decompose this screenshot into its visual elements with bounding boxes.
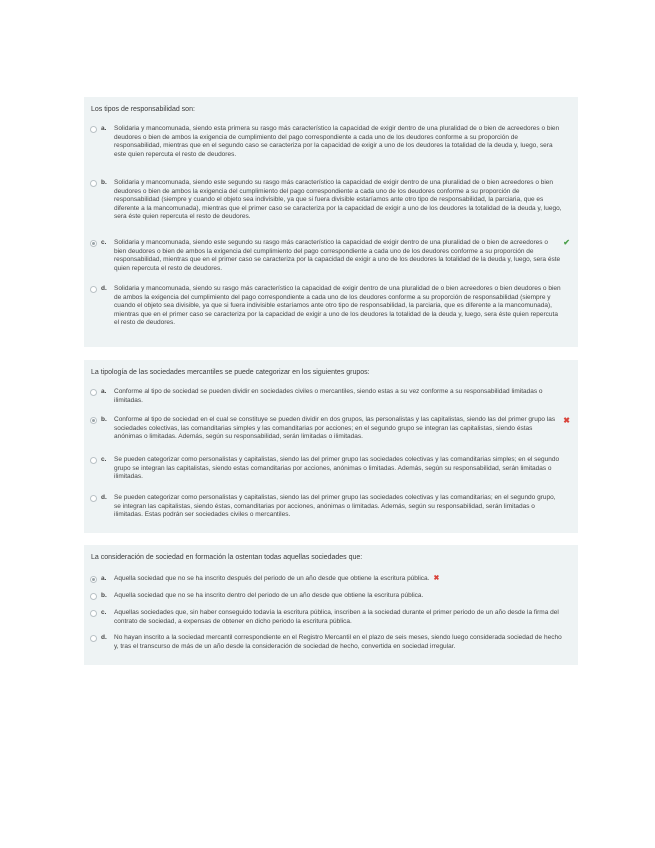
radio-button[interactable]: [90, 180, 97, 187]
option-text: No hayan inscrito a la sociedad mercantil correspondiente en el Registro Mercantil en el plazo de seis meses, siendo luego considerada sociedad de hecho y, tras el transcurso de más de un año desde la consideración de sociedad de hecho, convertida en sociedad irregular.: [114, 634, 562, 650]
question-title: La consideración de sociedad en formación la ostentan todas aquellas sociedades que:: [91, 554, 363, 561]
question-panel-3: [84, 545, 578, 665]
option-letter: d.: [101, 494, 107, 501]
answer-option-b[interactable]: [84, 179, 578, 222]
wrong-x-icon: ✖: [563, 416, 570, 425]
option-text: Solidaria y mancomunada, siendo esta primera su rasgo más característico la capacidad de exigir dentro de una pluralidad de o bien de acreedores o bien deudores o bien de ambos la exigencia de cumplimiento del pago correspondiente a cada uno de los deudores conforme a su proporción de responsabilidad, mientras que en el segundo caso se caracteriza por la capacidad de exigir a uno de los deudores la totalidad de la deuda y, luego, sera este quien repercuta el resto de deudores.: [114, 125, 560, 158]
answer-option-d[interactable]: [84, 634, 578, 651]
radio-button-selected[interactable]: [90, 240, 97, 247]
option-text: Solidaria y mancomunada, siendo su rasgo más característico la capacidad de exigir dentro de una pluralidad de o bien acreedores o bien deudores o bien de ambos la exigencia del cumplimiento del pago correspondiente a cada uno de los deudores conforme a su proporción de responsabilidad (siempre y cuando el objeto sea divisible, ya que si fuera indivisible estaríamos ante otro tipo de responsabilidad, la parciaria, que es diferente a la mancomunada), mientras que en el primer caso se caracteriza por la capacidad de exigir a uno de los deudores la totalidad de la deuda y, luego, sera éste quien repercuta el resto de deudores.: [114, 285, 561, 326]
option-letter: d.: [101, 634, 107, 641]
answer-option-c[interactable]: [84, 239, 578, 273]
answer-option-b[interactable]: [84, 416, 578, 442]
option-text: Conforme al tipo de sociedad se pueden dividir en sociedades civiles o mercantiles, siendo estas a su vez conforme a su responsabilidad limitadas o ilimitadas.: [114, 388, 543, 404]
answer-option-a[interactable]: [84, 125, 578, 159]
answer-option-c[interactable]: [84, 609, 578, 626]
option-letter: a.: [101, 575, 107, 582]
answer-option-d[interactable]: [84, 285, 578, 328]
radio-button-selected[interactable]: [90, 576, 97, 583]
option-letter: b.: [101, 416, 107, 423]
option-text: Se pueden categorizar como personalistas y capitalistas, siendo las del primer grupo las sociedades colectivas y las comanditarias; en el segundo grupo, se integran las capitalistas, siendo éstas, comanditarias por acciones, anónimas o limitadas. Además, según su responsabilidad, serán limitadas o ilimitadas. Estas podrán ser sociedades civiles o mercantiles.: [114, 494, 556, 518]
option-letter: b.: [101, 179, 107, 186]
correct-check-icon: ✔: [563, 238, 570, 247]
question-panel-2: [84, 360, 578, 533]
answer-option-d[interactable]: [84, 494, 578, 520]
radio-button[interactable]: [90, 286, 97, 293]
option-letter: d.: [101, 285, 107, 292]
option-text: Aquella sociedad que no se ha inscrito dentro del periodo de un año desde que obtiene la escritura pública.: [114, 592, 424, 599]
option-text: Se pueden categorizar como personalistas y capitalistas, siendo las del primer grupo las sociedades colectivas y las comanditarias simples; en el segundo grupo se integran las capitalistas, siendo estas comanditarias por acciones, anónimas o limitadas. Además, según su responsabilidad, serán limitadas o ilimitadas.: [114, 456, 560, 480]
radio-button[interactable]: [90, 593, 97, 600]
option-letter: c.: [101, 456, 107, 463]
radio-button[interactable]: [90, 635, 97, 642]
option-text-content: Aquella sociedad que no se ha inscrito después del periodo de un año desde que obtiene la escritura pública.: [114, 575, 430, 582]
answer-option-a[interactable]: [84, 575, 578, 584]
radio-button[interactable]: [90, 457, 97, 464]
radio-button[interactable]: [90, 126, 97, 133]
radio-button[interactable]: [90, 610, 97, 617]
answer-option-a[interactable]: [84, 388, 578, 405]
option-letter: a.: [101, 125, 107, 132]
question-title: La tipología de las sociedades mercantiles se puede categorizar en los siguientes grupos:: [91, 369, 370, 376]
option-text: Solidaria y mancomunada, siendo este segundo su rasgo más característico la capacidad de exigir dentro de una pluralidad de o bien de acreedores o bien deudores o bien de ambos la exigencia del cumplimiento del pago correspondiente a cada uno de los deudores conforme a su proporción de responsabilidad, mientras que en el primer caso se caracteriza por la capacidad de exigir a uno de los deudores la totalidad de la deuda y, luego, sera éste quien repercuta el resto de deudores.: [114, 239, 561, 272]
option-text: Conforme al tipo de sociedad en el cual se constituye se pueden dividir en dos grupos, las personalistas y las capitalistas, siendo las del primer grupo las sociedades colectivas, las comanditarias simples y las comanditarias por acciones; en el segundo grupo se integran las capitalistas, siendo éstas anónimas o limitadas. Además, según su responsabilidad, serán limitadas o ilimitadas.: [114, 416, 556, 440]
answer-option-b[interactable]: [84, 592, 578, 601]
wrong-x-icon: ✖: [433, 575, 440, 582]
question-title: Los tipos de responsabilidad son:: [91, 106, 195, 113]
option-letter: c.: [101, 609, 107, 616]
option-text: [114, 575, 562, 584]
question-panel-1: [84, 97, 578, 347]
option-letter: a.: [101, 388, 107, 395]
radio-button[interactable]: [90, 389, 97, 396]
option-text: Aquellas sociedades que, sin haber conseguido todavía la escritura pública, inscriben a la sociedad durante el primer periodo de un año desde la firma del contrato de sociedad, a expensas de obtener en dicho periodo la escritura pública.: [114, 609, 559, 625]
radio-button[interactable]: [90, 495, 97, 502]
option-letter: c.: [101, 239, 107, 246]
answer-option-c[interactable]: [84, 456, 578, 482]
radio-button-selected[interactable]: [90, 417, 97, 424]
option-text: Solidaria y mancomunada, siendo este segundo su rasgo más característico la capacidad de exigir dentro de una pluralidad de o bien acreedores o bien deudores o bien de ambos la exigencia del cumplimiento del pago correspondiente a cada uno de los deudores conforme a su proporción de responsabilidad (siempre y cuando el objeto sea indivisible, ya que si fuera divisible estaríamos ante otro tipo de responsabilidad, la parciaria, que es diferente a la mancomunada), mientras que el primer caso se caracteriza por la capacidad de exigir a uno de los deudores la totalidad de la deuda y, luego, sera éste quien repercuta el resto de deudores.: [114, 179, 562, 220]
option-letter: b.: [101, 592, 107, 599]
